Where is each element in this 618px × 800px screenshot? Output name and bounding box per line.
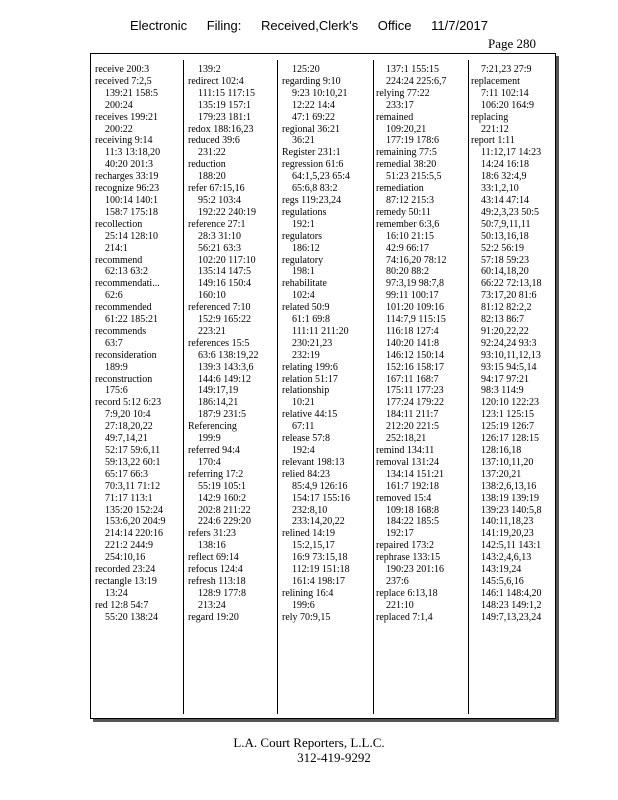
index-page-refs: 70:3,11 71:12 xyxy=(105,480,161,492)
index-page-refs: 188:20 xyxy=(198,171,226,183)
index-page-refs: 71:17 113:1 xyxy=(105,492,153,504)
index-page-refs: 63:6 138:19,22 xyxy=(198,349,259,361)
header-received: Received,Clerk's xyxy=(261,18,359,33)
index-page-refs: 160:10 xyxy=(198,290,226,302)
index-page-refs: 40:20 201:3 xyxy=(105,159,154,171)
index-page-refs: 14:24 16:18 xyxy=(481,159,530,171)
index-term: regard 19:20 xyxy=(188,611,239,623)
index-page-refs: 99:11 100:17 xyxy=(386,290,439,302)
index-term: repaired 173:2 xyxy=(376,540,435,552)
index-term: refer 67:15,16 xyxy=(188,183,245,195)
index-page-refs: 148:23 149:1,2 xyxy=(481,599,542,611)
page-number: Page 280 xyxy=(487,36,536,51)
index-term: redirect 102:4 xyxy=(188,75,244,87)
index-term: relationship xyxy=(282,385,330,397)
index-page-refs: 214:14 220:16 xyxy=(105,528,164,540)
index-page-refs: 123:1 125:15 xyxy=(481,409,535,421)
index-page-refs: 142:5,11 143:1 xyxy=(481,540,542,552)
index-term: reconstruction xyxy=(95,373,153,385)
filing-header xyxy=(0,18,618,33)
index-page-refs: 190:23 201:16 xyxy=(386,564,445,576)
index-page-refs: 139:3 143:3,6 xyxy=(198,361,254,373)
index-column-3 xyxy=(282,64,372,714)
index-page-refs: 143:19,24 xyxy=(481,564,522,576)
index-page-refs: 64:1,5,23 65:4 xyxy=(292,171,351,183)
index-page-refs: 152:9 165:22 xyxy=(198,314,252,326)
index-page-refs: 212:20 221:5 xyxy=(386,421,440,433)
index-page-refs: 15:2,15,17 xyxy=(292,540,335,552)
header-electronic: Electronic xyxy=(130,18,188,33)
index-page-refs: 223:21 xyxy=(198,325,226,337)
index-page-refs: 109:18 168:8 xyxy=(386,504,440,516)
index-page-refs: 137:10,11,20 xyxy=(481,456,534,468)
index-page-refs: 65:17 66:3 xyxy=(105,468,149,480)
index-page-refs: 13:24 xyxy=(105,587,128,599)
index-page-refs: 143:2,4,6,13 xyxy=(481,552,532,564)
index-page-refs: 213:24 xyxy=(198,599,226,611)
index-page-refs: 186:12 xyxy=(292,242,320,254)
index-term: recommends xyxy=(95,325,147,337)
index-page-refs: 11:3 13:18,20 xyxy=(105,147,161,159)
column-divider xyxy=(277,60,278,714)
index-page-refs: 93:10,11,12,13 xyxy=(481,349,541,361)
index-term: removed 15:4 xyxy=(376,492,432,504)
index-term: relied 84:23 xyxy=(282,468,331,480)
index-page-refs: 109:20,21 xyxy=(386,123,427,135)
index-page-refs: 61:22 185:21 xyxy=(105,314,159,326)
index-page-refs: 202:8 211:22 xyxy=(198,504,251,516)
index-page-refs: 152:16 158:17 xyxy=(386,361,445,373)
index-term: remaining 77:5 xyxy=(376,147,437,159)
index-column-2 xyxy=(188,64,276,714)
index-page-refs: 50:13,16,18 xyxy=(481,230,529,242)
index-term: recognize 96:23 xyxy=(95,183,160,195)
index-term: relevant 198:13 xyxy=(282,456,345,468)
header-date: 11/7/2017 xyxy=(431,18,488,33)
index-term: red 12:8 54:7 xyxy=(95,599,149,611)
index-page-refs: 128:16,18 xyxy=(481,445,522,456)
header-office: Office xyxy=(377,18,412,33)
index-page-refs: 231:22 xyxy=(198,147,226,159)
index-term: remedy 50:11 xyxy=(376,206,431,218)
index-page-refs: 92:24,24 93:3 xyxy=(481,337,537,349)
index-term: refers 31:23 xyxy=(188,528,237,540)
index-term: recommendati... xyxy=(95,278,160,290)
index-page-refs: 85:4,9 126:16 xyxy=(292,480,348,492)
index-term: referred 94:4 xyxy=(188,445,240,456)
index-page-refs: 97:3,19 98:7,8 xyxy=(386,278,445,290)
index-term: remained xyxy=(376,111,414,123)
index-page-refs: 198:1 xyxy=(292,266,315,278)
index-term: refresh 113:18 xyxy=(188,575,246,587)
index-page-refs: 16:10 21:15 xyxy=(386,230,435,242)
index-page-refs: 167:11 168:7 xyxy=(386,373,439,385)
index-page-refs: 111:11 211:20 xyxy=(292,325,349,337)
index-term: relative 44:15 xyxy=(282,409,338,421)
index-table xyxy=(90,53,556,719)
footer xyxy=(0,735,618,765)
index-term: rehabilitate xyxy=(282,278,327,290)
index-column-1 xyxy=(95,64,181,714)
index-page-refs: 221:12 xyxy=(481,123,509,135)
index-term: refocus 124:4 xyxy=(188,564,243,576)
index-page-refs: 140:20 141:8 xyxy=(386,337,440,349)
index-column-5 xyxy=(471,64,555,714)
index-page-refs: 149:16 150:4 xyxy=(198,278,252,290)
index-term: replace 6:13,18 xyxy=(376,587,438,599)
index-page-refs: 94:17 97:21 xyxy=(481,373,530,385)
index-page-refs: 138:19 139:19 xyxy=(481,492,540,504)
index-page-refs: 55:20 138:24 xyxy=(105,611,159,623)
index-term: rectangle 13:19 xyxy=(95,575,157,587)
index-page-refs: 57:18 59:23 xyxy=(481,254,530,266)
column-divider xyxy=(373,60,374,714)
index-page-refs: 192:17 xyxy=(386,528,414,540)
index-page-refs: 139:21 158:5 xyxy=(105,87,159,99)
index-term: regs 119:23,24 xyxy=(282,194,342,206)
index-page-refs: 49:2,3,23 50:5 xyxy=(481,206,540,218)
index-term: references 15:5 xyxy=(188,337,250,349)
index-term: recollection xyxy=(95,218,143,230)
index-page-refs: 158:7 175:18 xyxy=(105,206,159,218)
index-page-refs: 142:9 160:2 xyxy=(198,492,247,504)
index-page-refs: 135:14 147:5 xyxy=(198,266,252,278)
index-page-refs: 189:9 xyxy=(105,361,128,373)
index-page-refs: 254:10,16 xyxy=(105,552,146,564)
index-page-refs: 125:20 xyxy=(292,64,320,75)
index-page-refs: 7:9,20 10:4 xyxy=(105,409,151,421)
index-term: regulatory xyxy=(282,254,324,266)
index-page-refs: 237:6 xyxy=(386,575,409,587)
index-page-refs: 42:9 66:17 xyxy=(386,242,430,254)
index-term: referring 17:2 xyxy=(188,468,244,480)
index-page-refs: 232:19 xyxy=(292,349,320,361)
index-term: receiving 9:14 xyxy=(95,135,153,147)
index-term: relined 14:19 xyxy=(282,528,336,540)
index-page-refs: 153:6,20 204:9 xyxy=(105,516,166,528)
index-page-refs: 74:16,20 78:12 xyxy=(386,254,447,266)
index-term: reduction xyxy=(188,159,226,171)
index-page-refs: 224:24 225:6,7 xyxy=(386,75,447,87)
index-page-refs: 87:12 215:3 xyxy=(386,194,435,206)
index-page-refs: 184:22 185:5 xyxy=(386,516,440,528)
index-page-refs: 16:9 73:15,18 xyxy=(292,552,348,564)
index-term: recharges 33:19 xyxy=(95,171,159,183)
index-term: record 5:12 6:23 xyxy=(95,397,162,409)
index-page-refs: 9:23 10:10,21 xyxy=(292,87,348,99)
index-page-refs: 192:4 xyxy=(292,445,315,456)
index-page-refs: 233:14,20,22 xyxy=(292,516,345,528)
index-page-refs: 135:19 157:1 xyxy=(198,99,252,111)
index-page-refs: 62:13 63:2 xyxy=(105,266,149,278)
index-page-refs: 199:6 xyxy=(292,599,315,611)
index-page-refs: 134:14 151:21 xyxy=(386,468,445,480)
index-page-refs: 116:18 127:4 xyxy=(386,325,439,337)
index-term: receive 200:3 xyxy=(95,64,150,75)
index-page-refs: 149:7,13,23,24 xyxy=(481,611,542,623)
index-page-refs: 175:11 177:23 xyxy=(386,385,444,397)
index-page-refs: 139:23 140:5,8 xyxy=(481,504,542,516)
index-page-refs: 120:10 122:23 xyxy=(481,397,540,409)
index-term: remediation xyxy=(376,183,424,195)
index-term: recommended xyxy=(95,302,152,314)
index-page-refs: 214:1 xyxy=(105,242,128,254)
index-page-refs: 146:12 150:14 xyxy=(386,349,445,361)
index-page-refs: 149:17,19 xyxy=(198,385,239,397)
index-term: removal 131:24 xyxy=(376,456,440,468)
index-page-refs: 102:20 117:10 xyxy=(198,254,256,266)
index-page-refs: 184:11 211:7 xyxy=(386,409,439,421)
index-page-refs: 111:15 117:15 xyxy=(198,87,255,99)
index-term: remedial 38:20 xyxy=(376,159,437,171)
index-term: receives 199:21 xyxy=(95,111,159,123)
index-term: Register 231:1 xyxy=(282,147,341,159)
index-page-refs: 200:24 xyxy=(105,99,133,111)
index-page-refs: 224:6 229:20 xyxy=(198,516,252,528)
header-filing: Filing: xyxy=(206,18,242,33)
index-page-refs: 52:2 56:19 xyxy=(481,242,525,254)
index-page-refs: 56:21 63:3 xyxy=(198,242,242,254)
index-page-refs: 221:10 xyxy=(386,599,414,611)
index-page-refs: 187:9 231:5 xyxy=(198,409,247,421)
index-page-refs: 67:11 xyxy=(292,421,315,433)
index-page-refs: 233:17 xyxy=(386,99,414,111)
index-term: recommend xyxy=(95,254,143,266)
column-divider xyxy=(468,60,469,714)
index-page-refs: 138:2,6,13,16 xyxy=(481,480,537,492)
index-term: redox 188:16,23 xyxy=(188,123,254,135)
index-term: regulators xyxy=(282,230,322,242)
index-term: rely 70:9,15 xyxy=(282,611,331,623)
index-term: relying 77:22 xyxy=(376,87,430,99)
index-page-refs: 50:7,9,11,11 xyxy=(481,218,531,230)
index-page-refs: 102:4 xyxy=(292,290,315,302)
index-term: reconsideration xyxy=(95,349,157,361)
index-term: regression 61:6 xyxy=(282,159,344,171)
index-page-refs: 7:21,23 27:9 xyxy=(481,64,532,75)
index-page-refs: 140:11,18,23 xyxy=(481,516,534,528)
index-page-refs: 60:14,18,20 xyxy=(481,266,529,278)
index-page-refs: 43:14 47:14 xyxy=(481,194,530,206)
index-term: release 57:8 xyxy=(282,433,331,445)
index-page-refs: 192:22 240:19 xyxy=(198,206,257,218)
index-term: relining 16:4 xyxy=(282,587,334,599)
index-page-refs: 200:22 xyxy=(105,123,133,135)
index-term: replacing xyxy=(471,111,509,123)
index-page-refs: 112:19 151:18 xyxy=(292,564,350,576)
index-page-refs: 98:3 114:9 xyxy=(481,385,524,397)
index-page-refs: 55:19 105:1 xyxy=(198,480,247,492)
index-term: relating 199:6 xyxy=(282,361,338,373)
index-page-refs: 73:17,20 81:6 xyxy=(481,290,537,302)
index-page-refs: 65:6,8 83:2 xyxy=(292,183,338,195)
index-term: related 50:9 xyxy=(282,302,330,314)
index-page-refs: 80:20 88:2 xyxy=(386,266,430,278)
index-term: reflect 69:14 xyxy=(188,552,239,564)
index-page-refs: 139:2 xyxy=(198,64,221,75)
index-term: regarding 9:10 xyxy=(282,75,341,87)
index-page-refs: 138:16 xyxy=(198,540,226,552)
index-term: reduced 39:6 xyxy=(188,135,240,147)
index-page-refs: 12:22 14:4 xyxy=(292,99,336,111)
index-term: replacement xyxy=(471,75,520,87)
index-page-refs: 252:18,21 xyxy=(386,433,427,445)
index-page-refs: 192:1 xyxy=(292,218,315,230)
index-page-refs: 125:19 126:7 xyxy=(481,421,535,433)
index-page-refs: 145:5,6,16 xyxy=(481,575,524,587)
index-page-refs: 137:1 155:15 xyxy=(386,64,440,75)
index-page-refs: 95:2 103:4 xyxy=(198,194,242,206)
index-term: received 7:2,5 xyxy=(95,75,152,87)
column-divider xyxy=(183,60,184,714)
index-page-refs: 128:9 177:8 xyxy=(198,587,247,599)
index-page-refs: 161:4 198:17 xyxy=(292,575,346,587)
index-page-refs: 199:9 xyxy=(198,433,221,445)
index-term: remember 6:3,6 xyxy=(376,218,440,230)
index-term: rephrase 133:15 xyxy=(376,552,441,564)
index-page-refs: 137:20,21 xyxy=(481,468,522,480)
index-page-refs: 114:7,9 115:15 xyxy=(386,314,446,326)
index-page-refs: 47:1 69:22 xyxy=(292,111,336,123)
reporter-phone: 312-419-9292 xyxy=(297,750,371,765)
index-page-refs: 18:6 32:4,9 xyxy=(481,171,527,183)
index-page-refs: 126:17 128:15 xyxy=(481,433,540,445)
index-page-refs: 146:1 148:4,20 xyxy=(481,587,542,599)
index-page-refs: 177:19 178:6 xyxy=(386,135,440,147)
index-page-refs: 27:18,20,22 xyxy=(105,421,153,433)
index-page-refs: 106:20 164:9 xyxy=(481,99,535,111)
reporter-company: L.A. Court Reporters, L.L.C. xyxy=(233,735,385,750)
index-page-refs: 230:21,23 xyxy=(292,337,333,349)
index-page-refs: 11:12,17 14:23 xyxy=(481,147,542,159)
index-page-refs: 186:14,21 xyxy=(198,397,239,409)
index-page-refs: 66:22 72:13,18 xyxy=(481,278,542,290)
index-page-refs: 25:14 128:10 xyxy=(105,230,159,242)
index-page-refs: 36:21 xyxy=(292,135,315,147)
index-page-refs: 221:2 244:9 xyxy=(105,540,154,552)
index-page-refs: 91:20,22,22 xyxy=(481,325,529,337)
index-page-refs: 170:4 xyxy=(198,456,221,468)
index-term: Referencing xyxy=(188,421,237,433)
index-page-refs: 161:7 192:18 xyxy=(386,480,440,492)
index-term: regulations xyxy=(282,206,327,218)
index-page-refs: 135:20 152:24 xyxy=(105,504,164,516)
index-page-refs: 33:1,2,10 xyxy=(481,183,519,195)
index-page-refs: 154:17 155:16 xyxy=(292,492,351,504)
index-page-refs: 179:23 181:1 xyxy=(198,111,252,123)
index-page-refs: 144:6 149:12 xyxy=(198,373,252,385)
index-term: reference 27:1 xyxy=(188,218,246,230)
index-page-refs: 61:1 69:8 xyxy=(292,314,331,326)
index-term: recorded 23:24 xyxy=(95,564,156,576)
index-page-refs: 51:23 215:5,5 xyxy=(386,171,442,183)
index-term: relation 51:17 xyxy=(282,373,338,385)
index-page-refs: 81:12 82:2,2 xyxy=(481,302,532,314)
index-term: replaced 7:1,4 xyxy=(376,611,433,623)
index-page-refs: 59:13,22 60:1 xyxy=(105,456,161,468)
index-page-refs: 10:21 xyxy=(292,397,315,409)
index-page-refs: 28:3 31:10 xyxy=(198,230,242,242)
index-page-refs: 49:7,14,21 xyxy=(105,433,148,445)
index-page-refs: 141:19,20,23 xyxy=(481,528,534,540)
index-page-refs: 7:11 102:14 xyxy=(481,87,529,99)
index-term: referenced 7:10 xyxy=(188,302,251,314)
index-term: remind 134:11 xyxy=(376,445,435,456)
index-page-refs: 175:6 xyxy=(105,385,128,397)
index-page-refs: 52:17 59:6,11 xyxy=(105,445,161,456)
index-page-refs: 93:15 94:5,14 xyxy=(481,361,537,373)
index-page-refs: 100:14 140:1 xyxy=(105,194,159,206)
index-column-4 xyxy=(376,64,466,714)
index-page-refs: 62:6 xyxy=(105,290,123,302)
index-page-refs: 232:8,10 xyxy=(292,504,328,516)
index-page-refs: 82:13 86:7 xyxy=(481,314,525,326)
index-page-refs: 101:20 109:16 xyxy=(386,302,445,314)
index-page-refs: 177:24 179:22 xyxy=(386,397,445,409)
index-term: regional 36:21 xyxy=(282,123,341,135)
index-page-refs: 63:7 xyxy=(105,337,123,349)
index-term: report 1:11 xyxy=(471,135,515,147)
